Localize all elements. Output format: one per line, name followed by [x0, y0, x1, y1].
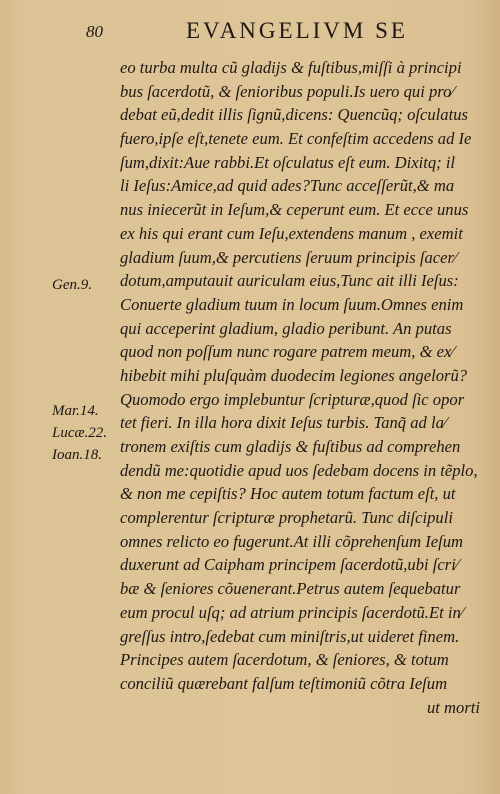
margin-note-genesis: Gen.9.	[52, 277, 92, 293]
text-line: bæ & ſeniores cõuenerant.Petrus autem ſequebatur	[120, 579, 461, 599]
text-line: eo turba multa cũ gladijs & fuſtibus,miſſi à principi	[120, 58, 462, 77]
text-column	[120, 56, 488, 719]
catchword-line: ut morti	[426, 697, 480, 717]
text-line: omnes relicto eo fugerunt.At illi cõprehenſum Ieſum	[120, 531, 464, 551]
text-line: nus iniecerũt in Ieſum,& ceperunt eum. Et ecce unus	[120, 200, 469, 220]
text-line: Principes autem ſacerdotum, & ſeniores, & totum	[120, 650, 449, 670]
text-line: Quomodo ergo implebuntur ſcripturæ,quod ſic opor	[120, 389, 465, 409]
text-line: li Ieſus:Amice,ad quid ades?Tunc acceſſerũt,& ma	[120, 176, 455, 196]
text-line: qui acceperint gladium, gladio peribunt. An putas	[120, 318, 452, 338]
text-line: tronem exiſtis cum gladijs & fuſtibus ad comprehen	[120, 437, 461, 456]
page-header	[86, 18, 460, 48]
text-line: tet fieri. In illa hora dixit Ieſus turbis. Tanq̃ ad la⁄	[120, 413, 447, 433]
text-line: & non me cepiſtis? Hoc autem totum factum eſt, ut	[120, 484, 456, 504]
text-line: dotum,amputauit auriculam eius,Tunc ait illi Ieſus:	[120, 271, 459, 291]
page-number: 80	[86, 22, 103, 41]
margin-note-mark: Mar.14.	[52, 403, 99, 419]
text-line: greſſus intro,ſedebat cum miniſtris,ut uideret finem.	[120, 626, 460, 646]
text-line: complerentur ſcripturæ prophetarũ. Tunc diſcipuli	[120, 508, 453, 528]
text-line: gladium ſuum,& percutiens ſeruum principis ſacer⁄	[120, 247, 457, 267]
running-title: EVANGELIVM SE	[186, 18, 408, 43]
text-line: hibebit mihi pluſquàm duodecim legiones angelorũ?	[120, 365, 468, 385]
margin-note-luke: Lucæ.22.	[52, 425, 108, 441]
text-line: ex his qui erant cum Ieſu,extendens manum , exemit	[120, 223, 463, 243]
text-line: ſum,dixit:Aue rabbi.Et oſculatus eſt eum. Dixitq; il	[120, 152, 456, 172]
text-line: bus ſacerdotũ, & ſenioribus populi.Is uero qui pro⁄	[120, 81, 455, 101]
text-line: Conuerte gladium tuum in locum ſuum.Omnes enim	[120, 294, 464, 314]
text-line: debat eũ,dedit illis ſignũ,dicens: Quencũq; oſculatus	[120, 105, 468, 125]
margin-note-john: Ioan.18.	[52, 447, 102, 463]
text-line: duxerunt ad Caipham principem ſacerdotũ,ubi ſcri⁄	[120, 555, 459, 575]
text-line: dendũ me:quotidie apud uos ſedebam docens in tẽplo,	[120, 460, 478, 480]
text-line: eum procul uſq; ad atrium principis ſacerdotũ.Et in⁄	[120, 602, 464, 622]
text-line: fuero,ipſe eſt,tenete eum. Et confeſtim accedens ad Ie	[120, 129, 472, 149]
text-line: quod non poſſum nunc rogare patrem meum, & ex⁄	[120, 342, 455, 362]
text-line: conciliũ quærebant falſum teſtimoniũ cõtra Ieſum	[120, 673, 448, 693]
